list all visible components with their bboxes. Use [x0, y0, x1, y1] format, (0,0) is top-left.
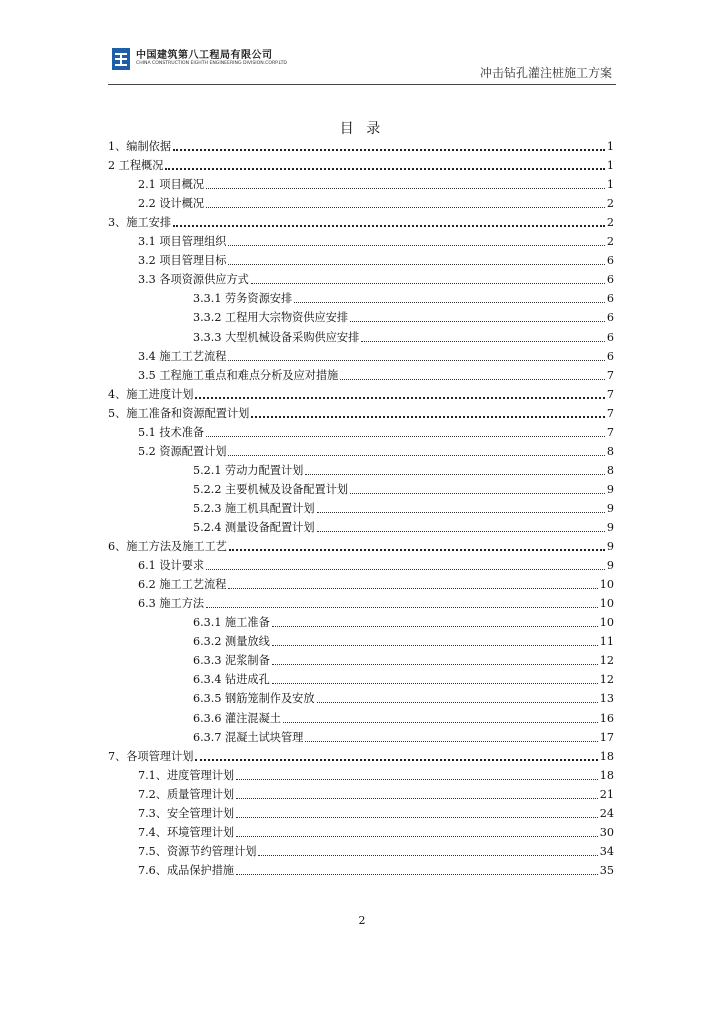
toc-entry-page: 9: [606, 521, 614, 534]
toc-entry-title: 3.3.3 大型机械设备采购供应安排: [193, 330, 360, 344]
toc-leader-dots: [228, 360, 604, 361]
toc-entry[interactable]: [138, 765, 614, 783]
toc-entry-page: 30: [599, 825, 614, 839]
toc-entry-page: 7: [606, 406, 614, 420]
toc-entry-title: 7.5、资源节约管理计划: [138, 844, 257, 858]
toc-entry[interactable]: [193, 612, 614, 630]
toc-entry[interactable]: [193, 517, 614, 535]
toc-entry[interactable]: [193, 708, 614, 726]
page-number: 2: [358, 914, 366, 927]
toc-entry[interactable]: [138, 860, 614, 878]
toc-entry-page: 9: [606, 501, 614, 515]
toc-entry[interactable]: [138, 174, 614, 192]
toc-entry-title: 3.4 施工工艺流程: [138, 349, 227, 363]
toc-entry-page: 12: [599, 673, 614, 687]
toc-entry-page: 6: [606, 311, 614, 325]
toc-leader-dots: [236, 798, 598, 799]
toc-leader-dots: [173, 225, 605, 227]
toc-leader-dots: [236, 817, 598, 818]
toc-entry-page: 18: [599, 749, 614, 763]
toc-leader-dots: [236, 874, 598, 875]
toc-leader-dots: [272, 664, 598, 665]
toc-leader-dots: [305, 474, 605, 475]
toc-entry-title: 5.1 技术准备: [138, 425, 205, 439]
toc-entry[interactable]: [108, 403, 614, 421]
toc-entry-title: 2.2 设计概况: [138, 197, 205, 211]
toc-entry-page: 7: [606, 368, 614, 382]
document-title: 冲击钻孔灌注桩施工方案: [479, 66, 612, 80]
toc-entry-page: 9: [606, 482, 614, 496]
toc-entry[interactable]: [138, 231, 614, 249]
toc-entry[interactable]: [193, 460, 614, 478]
toc-entry-page: 24: [599, 806, 614, 820]
toc-entry-title: 7、各项管理计划: [108, 749, 194, 763]
toc-leader-dots: [294, 302, 605, 303]
toc-entry-title: 6.3.1 施工准备: [193, 616, 270, 630]
toc-entry-page: 8: [606, 444, 614, 458]
toc-leader-dots: [206, 207, 605, 208]
toc-entry[interactable]: [138, 250, 614, 268]
toc-leader-dots: [236, 779, 598, 780]
toc-leader-dots: [173, 149, 605, 151]
toc-entry-title: 5.2 资源配置计划: [138, 444, 227, 458]
toc-leader-dots: [195, 759, 597, 761]
toc-leader-dots: [228, 264, 604, 265]
toc-entry-page: 9: [606, 540, 614, 554]
toc-entry[interactable]: [138, 269, 614, 287]
toc-entry[interactable]: [193, 307, 614, 325]
toc-entry[interactable]: [193, 688, 614, 706]
toc-leader-dots: [206, 569, 605, 570]
toc-entry[interactable]: [108, 536, 614, 554]
toc-entry[interactable]: [138, 841, 614, 859]
toc-entry-title: 6.3 施工方法: [138, 597, 205, 611]
toc-entry-title: 5.2.1 劳动力配置计划: [193, 463, 304, 477]
toc-entry-page: 16: [599, 711, 614, 725]
toc-entry[interactable]: [108, 212, 614, 230]
toc-entry-page: 12: [599, 654, 614, 668]
toc-title: 目 录: [339, 121, 385, 137]
toc-entry[interactable]: [138, 193, 614, 211]
toc-entry-title: 6.1 设计要求: [138, 559, 205, 573]
toc-entry[interactable]: [138, 803, 614, 821]
toc-leader-dots: [272, 683, 598, 684]
toc-leader-dots: [350, 493, 605, 494]
toc-entry-page: 7: [606, 425, 614, 439]
toc-entry-page: 13: [599, 692, 614, 706]
toc-entry-title: 7.4、环境管理计划: [138, 825, 235, 839]
toc-entry-title: 4、施工进度计划: [108, 387, 194, 401]
toc-leader-dots: [305, 741, 597, 742]
toc-leader-dots: [228, 588, 597, 589]
cscec-logo-icon: [112, 48, 130, 70]
toc-entry[interactable]: [193, 498, 614, 516]
toc-leader-dots: [228, 245, 604, 246]
toc-entry-title: 3.3 各项资源供应方式: [138, 273, 249, 287]
toc-entry[interactable]: [138, 555, 614, 573]
toc-entry[interactable]: [193, 327, 614, 345]
toc-entry-page: 9: [606, 559, 614, 573]
toc-entry-title: 7.2、质量管理计划: [138, 787, 235, 801]
toc-entry-title: 5.2.2 主要机械及设备配置计划: [193, 482, 349, 496]
toc-leader-dots: [350, 321, 605, 322]
toc-leader-dots: [317, 531, 605, 532]
toc-leader-dots: [229, 549, 605, 551]
toc-entry[interactable]: [193, 288, 614, 306]
company-name-cn: 中国建筑第八工程局有限公司: [136, 50, 273, 61]
toc-leader-dots: [236, 836, 598, 837]
toc-entry-title: 6.3.6 灌注混凝土: [193, 711, 281, 725]
toc-entry-page: 8: [606, 463, 614, 477]
toc-entry-page: 6: [606, 254, 614, 268]
toc-entry[interactable]: [193, 479, 614, 497]
toc-entry-page: 2: [606, 197, 614, 211]
toc-entry[interactable]: [193, 650, 614, 668]
toc-entry[interactable]: [138, 365, 614, 383]
toc-leader-dots: [361, 341, 605, 342]
toc-entry-title: 3.3.2 工程用大宗物资供应安排: [193, 311, 349, 325]
toc-entry-title: 2 工程概况: [108, 159, 164, 173]
toc-entry-title: 6.3.3 泥浆制备: [193, 654, 270, 668]
toc-entry[interactable]: [138, 593, 614, 611]
toc-entry-title: 6.3.4 钻进成孔: [193, 673, 270, 687]
toc-entry[interactable]: [193, 727, 614, 745]
toc-entry-page: 18: [599, 768, 614, 782]
toc-leader-dots: [228, 455, 604, 456]
toc-entry-page: 35: [599, 863, 614, 877]
toc-entry-title: 6.2 施工工艺流程: [138, 578, 227, 592]
toc-entry[interactable]: [138, 422, 614, 440]
toc-entry-page: 11: [599, 635, 614, 649]
toc-entry[interactable]: [193, 669, 614, 687]
toc-entry[interactable]: [138, 574, 614, 592]
company-name-en: CHINA CONSTRUCTION EIGHTH ENGINEERING DIVISION.CORP.LTD: [136, 61, 287, 66]
toc-entry[interactable]: [108, 384, 614, 402]
toc-entry-title: 3、施工安排: [108, 216, 172, 230]
page-header: [108, 44, 616, 84]
toc-entry[interactable]: [108, 746, 614, 764]
toc-entry-title: 3.3.1 劳务资源安排: [193, 292, 293, 306]
toc-entry-page: 17: [599, 730, 614, 744]
toc-entry-title: 7.1、进度管理计划: [138, 768, 235, 782]
toc-entry-page: 10: [599, 616, 614, 630]
toc-leader-dots: [317, 512, 605, 513]
toc-entry-title: 6.3.7 混凝土试块管理: [193, 730, 304, 744]
toc-entry-page: 10: [599, 597, 614, 611]
toc-leader-dots: [206, 607, 598, 608]
toc-entry-page: 2: [606, 216, 614, 230]
toc-entry[interactable]: [138, 822, 614, 840]
toc-entry-page: 6: [606, 292, 614, 306]
toc-leader-dots: [272, 645, 598, 646]
toc-entry-page: 1: [606, 140, 614, 153]
toc-entry[interactable]: [138, 441, 614, 459]
toc-entry-title: 6、施工方法及施工工艺: [108, 540, 227, 554]
toc-entry-title: 6.3.5 钢筋笼制作及安放: [193, 692, 315, 706]
toc-entry-page: 7: [606, 387, 614, 401]
toc-entry-page: 1: [606, 159, 614, 173]
header-divider: [108, 84, 616, 85]
toc-entry-title: 3.2 项目管理目标: [138, 254, 227, 268]
toc-leader-dots: [272, 626, 598, 627]
toc-entry[interactable]: [138, 346, 614, 364]
toc-entry-page: 1: [606, 178, 614, 192]
toc-entry-title: 3.1 项目管理组织: [138, 235, 227, 249]
toc-entry-title: 6.3.2 测量放线: [193, 635, 270, 649]
toc-entry-title: 7.3、安全管理计划: [138, 806, 235, 820]
toc-leader-dots: [165, 168, 604, 170]
toc-entry[interactable]: [193, 631, 614, 649]
toc-leader-dots: [340, 379, 605, 380]
toc-entry-page: 6: [606, 349, 614, 363]
toc-entry-page: 10: [599, 578, 614, 592]
toc-entry-page: 6: [606, 273, 614, 287]
toc-entry-page: 21: [599, 787, 614, 801]
toc-entry-page: 6: [606, 330, 614, 344]
toc-entry-title: 5.2.4 测量设备配置计划: [193, 521, 315, 534]
toc-entry-title: 7.6、成品保护措施: [138, 863, 235, 877]
toc-leader-dots: [251, 416, 605, 418]
toc-entry-title: 2.1 项目概况: [138, 178, 205, 192]
toc-entry-page: 34: [599, 844, 614, 858]
toc-entry-title: 3.5 工程施工重点和难点分析及应对措施: [138, 368, 339, 382]
toc-entry-title: 5.2.3 施工机具配置计划: [193, 501, 315, 515]
toc-entry-title: 5、施工准备和资源配置计划: [108, 406, 250, 420]
toc-leader-dots: [317, 702, 598, 703]
toc-leader-dots: [206, 188, 605, 189]
toc-leader-dots: [251, 283, 605, 284]
toc-leader-dots: [195, 397, 604, 399]
toc-entry-page: 2: [606, 235, 614, 249]
toc-leader-dots: [206, 436, 605, 437]
toc-entry[interactable]: [138, 784, 614, 802]
toc-leader-dots: [258, 855, 597, 856]
toc-entry-title: 1、编制依据: [108, 140, 172, 153]
toc-entry[interactable]: [108, 155, 614, 173]
toc-leader-dots: [283, 722, 598, 723]
toc-entry[interactable]: [108, 136, 614, 154]
